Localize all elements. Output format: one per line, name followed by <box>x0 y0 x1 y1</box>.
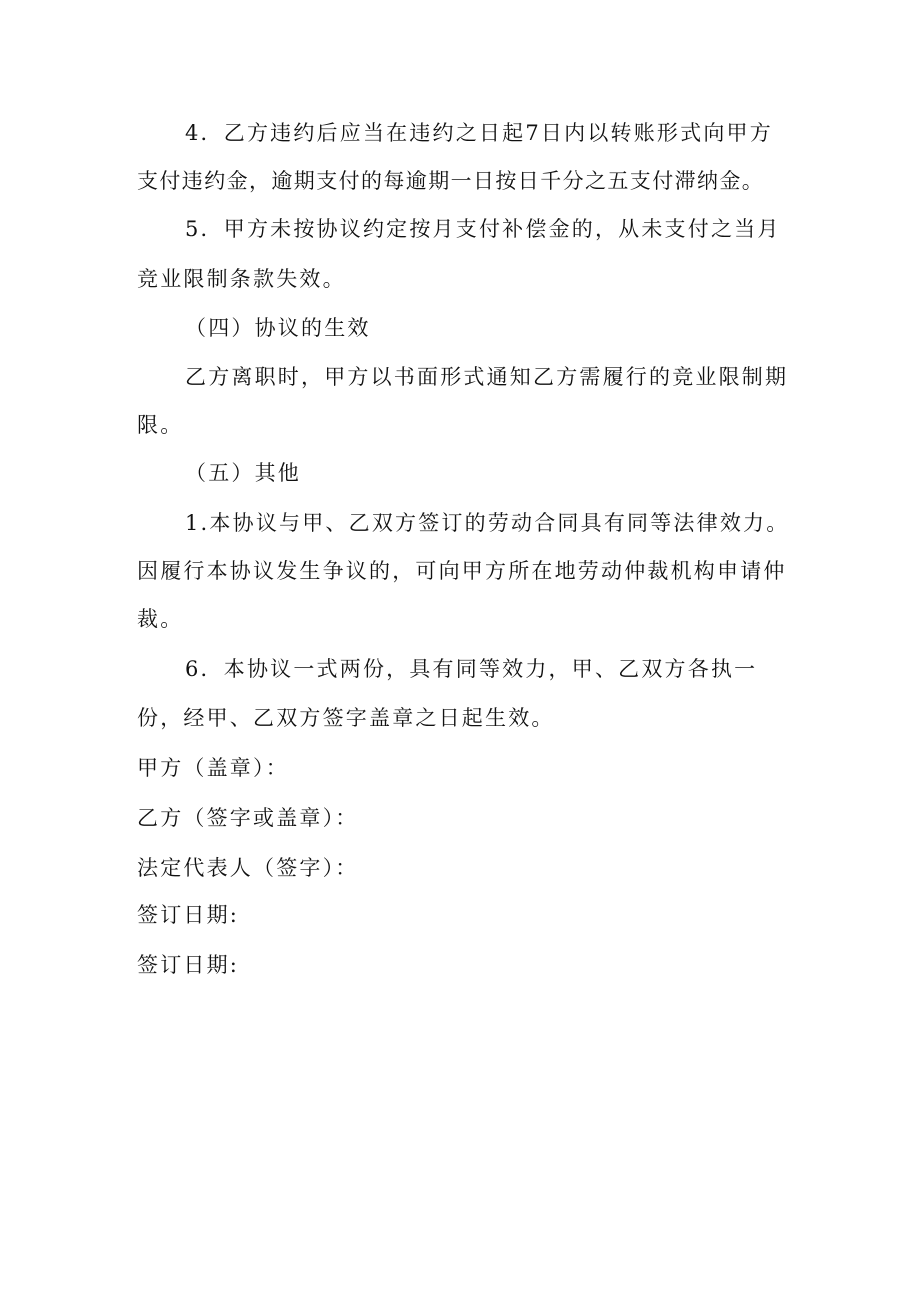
paragraph-4-line-1: 4．乙方违约后应当在违约之日起7日内以转账形式向甲方 <box>185 121 773 145</box>
party-a-signature-label: 甲方（盖章）： <box>137 756 289 780</box>
section-heading-other: （五）其他 <box>185 461 301 485</box>
signing-date-label-2: 签订日期: <box>137 953 240 977</box>
section-heading-effectiveness: （四）协议的生效 <box>185 316 371 340</box>
other-item-6-line-2: 份，经甲、乙双方签字盖章之日起生效。 <box>137 706 555 730</box>
other-item-1-line-3: 裁。 <box>137 607 184 631</box>
other-item-6-line-1: 6．本协议一式两份，具有同等效力，甲、乙双方各执一 <box>185 657 758 681</box>
effectiveness-line-2: 限。 <box>137 413 184 437</box>
paragraph-5-line-2: 竞业限制条款失效。 <box>137 267 346 291</box>
paragraph-4-line-2: 支付违约金，逾期支付的每逾期一日按日千分之五支付滞纳金。 <box>137 169 765 193</box>
party-b-signature-label: 乙方（签字或盖章）： <box>137 806 359 830</box>
signing-date-label-1: 签订日期: <box>137 903 240 927</box>
other-item-1-line-2: 因履行本协议发生争议的，可向甲方所在地劳动仲裁机构申请仲 <box>137 559 787 583</box>
legal-representative-label: 法定代表人（签字）： <box>137 856 359 880</box>
other-item-1-line-1: 1.本协议与甲、乙双方签订的劳动合同具有同等法律效力。 <box>185 511 790 535</box>
paragraph-5-line-1: 5．甲方未按协议约定按月支付补偿金的，从未支付之当月 <box>185 217 781 241</box>
effectiveness-line-1: 乙方离职时，甲方以书面形式通知乙方需履行的竞业限制期 <box>185 365 789 389</box>
